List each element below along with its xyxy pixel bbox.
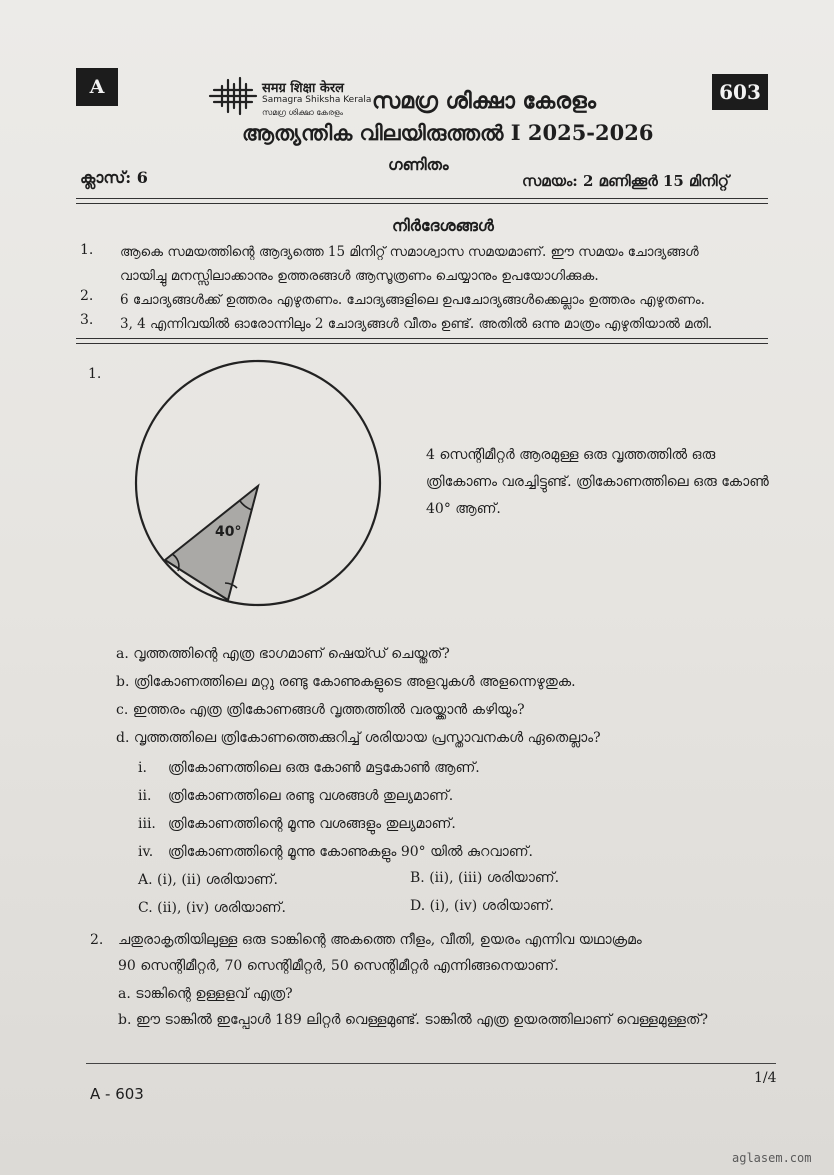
statement-3-number: iii.	[138, 816, 156, 832]
option-d: D. (i), (iv) ശരിയാണ്.	[410, 898, 554, 914]
question-1-number: 1.	[88, 366, 102, 382]
option-b: B. (ii), (iii) ശരിയാണ്.	[410, 870, 560, 886]
angle-label: 40°	[215, 524, 242, 540]
question-2-number: 2.	[90, 932, 104, 948]
statement-3-text: ത്രികോണത്തിന്റെ മൂന്നു വശങ്ങളും തുല്യമാണ്.	[168, 816, 456, 832]
question-1-description: 4 സെന്റിമീറ്റർ ആരമുള്ള ഒരു വൃത്തത്തിൽ ഒരു ത്രികോണം വരച്ചിട്ടുണ്ട്. ത്രികോണത്തിലെ ഒരു കോൺ 40° ആണ്.	[426, 447, 769, 517]
statement-1-number: i.	[138, 760, 147, 776]
header-divider-top	[76, 198, 768, 199]
header-divider-bottom	[76, 203, 768, 204]
circle-triangle-diagram	[128, 358, 398, 614]
instructions-heading: നിർദേശങ്ങൾ	[392, 216, 494, 235]
footer-divider	[86, 1063, 776, 1064]
option-c: C. (ii), (iv) ശരിയാണ്.	[138, 900, 286, 916]
paper-code-badge: 603	[712, 74, 768, 110]
exam-title: ആത്യന്തിക വിലയിരുത്തൽ I 2025-2026	[242, 120, 654, 145]
subject-title: ഗണിതം	[388, 155, 449, 174]
statement-2-text: ത്രികോണത്തിലെ രണ്ടു വശങ്ങൾ തുല്യമാണ്.	[168, 788, 454, 804]
samagra-logo-icon	[208, 76, 258, 116]
logo-english-text: Samagra Shiksha Kerala	[262, 95, 372, 105]
question-1c: c. ഇത്തരം എത്ര ത്രികോണങ്ങൾ വൃത്തത്തിൽ വരയ്ക്കാൻ കഴിയും?	[116, 702, 525, 718]
instruction-3-number: 3.	[80, 312, 94, 328]
question-2a: a. ടാങ്കിന്റെ ഉള്ളളവ് എത്ര?	[118, 986, 293, 1002]
page-number: 1/4	[754, 1070, 777, 1086]
footer-paper-code: A - 603	[90, 1085, 144, 1103]
logo-hindi-text: समग्र शिक्षा केरल	[262, 81, 344, 96]
instruction-2-text: 6 ചോദ്യങ്ങൾക്ക് ഉത്തരം എഴുതണം. ചോദ്യങ്ങളിലെ ഉപചോദ്യങ്ങൾക്കെല്ലാം ഉത്തരം എഴുതണം.	[120, 292, 705, 308]
instructions-divider-bottom	[76, 343, 768, 344]
question-1a: a. വൃത്തത്തിന്റെ എത്ര ഭാഗമാണ് ഷെയ്ഡ് ചെയ്തത്?	[116, 646, 450, 662]
statement-2-number: ii.	[138, 788, 152, 804]
logo-malayalam-text: സമഗ്ര ശിക്ഷാ കേരളം	[262, 108, 343, 117]
watermark: aglasem.com	[732, 1151, 812, 1165]
instruction-1-line1: ആകെ സമയത്തിന്റെ ആദ്യത്തെ 15 മിനിറ്റ് സമാശ്വാസ സമയമാണ്. ഈ സമയം ചോദ്യങ്ങൾ	[120, 244, 699, 260]
instruction-1-line2: വായിച്ചു മനസ്സിലാക്കാനും ഉത്തരങ്ങൾ ആസൂത്രണം ചെയ്യാനും ഉപയോഗിക്കുക.	[120, 268, 599, 284]
organization-name: സമഗ്ര ശിക്ഷാ കേരളം	[372, 88, 596, 114]
set-label-badge: A	[76, 68, 118, 106]
time-label: സമയം: 2 മണിക്കൂർ 15 മിനിറ്റ്	[522, 172, 730, 190]
statement-4-number: iv.	[138, 844, 154, 860]
question-1b: b. ത്രികോണത്തിലെ മറ്റു രണ്ടു കോണുകളുടെ അളവുകൾ അളന്നെഴുതുക.	[116, 674, 576, 690]
option-a: A. (i), (ii) ശരിയാണ്.	[138, 872, 278, 888]
class-label: ക്ലാസ്: 6	[80, 168, 148, 187]
question-1d: d. വൃത്തത്തിലെ ത്രികോണത്തെക്കുറിച്ച് ശരിയായ പ്രസ്താവനകൾ ഏതെല്ലാം?	[116, 730, 601, 746]
question-2b: b. ഈ ടാങ്കിൽ ഇപ്പോൾ 189 ലിറ്റർ വെള്ളമുണ്ട്. ടാങ്കിൽ എത്ര ഉയരത്തിലാണ് വെള്ളമുള്ളത്?	[118, 1012, 709, 1028]
instruction-2-number: 2.	[80, 288, 94, 304]
question-2-line2: 90 സെന്റിമീറ്റർ, 70 സെന്റിമീറ്റർ, 50 സെന്റിമീറ്റർ എന്നിങ്ങനെയാണ്.	[118, 958, 559, 974]
instruction-3-text: 3, 4 എന്നിവയിൽ ഓരോന്നിലും 2 ചോദ്യങ്ങൾ വീതം ഉണ്ട്. അതിൽ ഒന്നു മാത്രം എഴുതിയാൽ മതി.	[120, 316, 713, 332]
statement-1-text: ത്രികോണത്തിലെ ഒരു കോൺ മട്ടകോൺ ആണ്.	[168, 760, 480, 776]
statement-4-text: ത്രികോണത്തിന്റെ മൂന്നു കോണുകളും 90° യിൽ കുറവാണ്.	[168, 844, 533, 860]
instructions-divider-top	[76, 338, 768, 339]
instruction-1-number: 1.	[80, 242, 94, 258]
question-2-line1: ചതുരാകൃതിയിലുള്ള ഒരു ടാങ്കിന്റെ അകത്തെ നീളം, വീതി, ഉയരം എന്നിവ യഥാക്രമം	[118, 932, 642, 948]
